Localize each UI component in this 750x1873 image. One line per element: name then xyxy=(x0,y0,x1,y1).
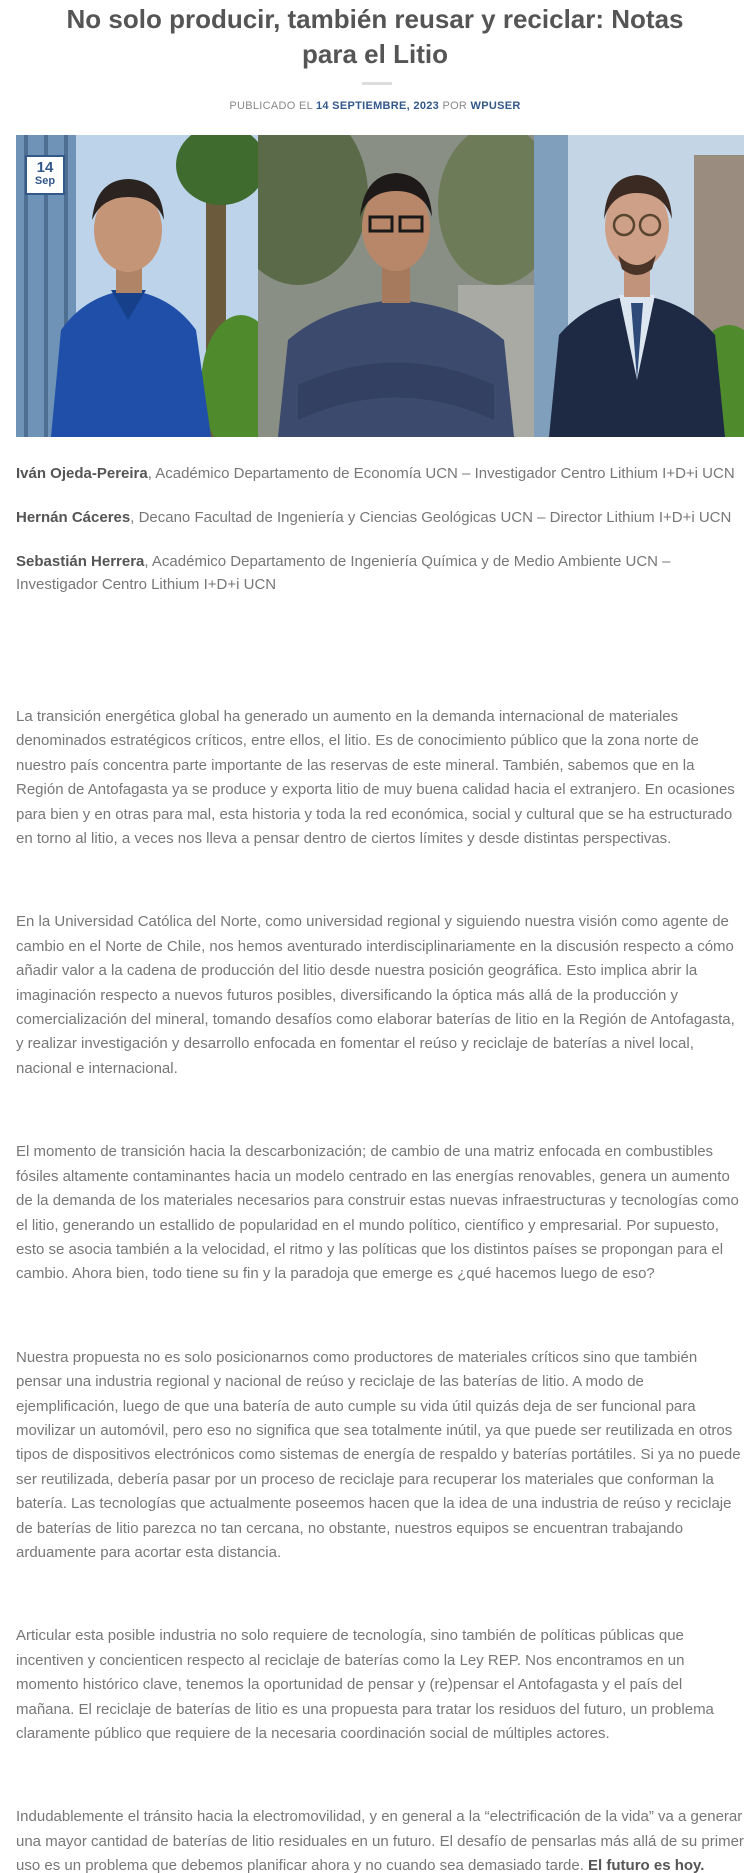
body-paragraph: Nuestra propuesta no es solo posicionarnos como productores de materiales críticos sino que también pensar una industria regional y nacional de reúso y reciclaje de las baterías de litio. A modo de ejemplificación, luego de que una batería de auto cumple su vida útil quizás deja de ser funcional para movilizar un automóvil, pero eso no significa que sea totalmente inútil, ya que puede ser reutilizada en otros tipos de dispositivos electrónicos como sistemas de energía de respaldo y baterías portátiles. Si ya no puede ser reutilizada, debería pasar por un proceso de reciclaje para recuperar los materiales que conforman la batería. Las tecnologías que actualmente poseemos hacen que la idea de una industria de reúso y reciclaje de baterías de litio parezca no tan cercana, no obstante, nuestros equipos se encuentran trabajando arduamente para acortar esta distancia. xyxy=(16,1348,741,1561)
meta-prefix: PUBLICADO EL xyxy=(229,100,313,112)
author-role: , Académico Departamento de Economía UCN – Investigador Centro Lithium I+D+i UCN xyxy=(147,465,735,482)
post-meta xyxy=(0,100,750,112)
date-badge xyxy=(25,155,65,195)
article-body xyxy=(16,705,744,1873)
author-name: Hernán Cáceres xyxy=(16,509,131,526)
meta-by: POR xyxy=(442,100,468,112)
date-badge-day: 14 xyxy=(36,159,54,176)
author-line xyxy=(16,506,736,529)
photo-portrait-2 xyxy=(258,135,534,437)
date-badge-month: Sep xyxy=(34,174,56,187)
meta-date-link[interactable]: 14 SEPTIEMBRE, 2023 xyxy=(315,100,440,112)
article-title: No solo producir, también reusar y reciclar: Notas para el Litio xyxy=(66,4,684,69)
featured-image xyxy=(16,135,744,437)
body-paragraph: Articular esta posible industria no solo requiere de tecnología, sino también de políticas públicas que incentiven y concienticen respecto al reciclaje de baterías como la Ley REP. Nos encontramos en un momento histórico clave, tenemos la oportunidad de pensar y (re)pensar el Antofagasta y el país del mañana. El reciclaje de baterías de litio es una propuesta para tratar los residuos del futuro, un problema claramente público que requiere de la necesaria coordinación social de múltiples actores. xyxy=(16,1627,714,1742)
body-paragraph: En la Universidad Católica del Norte, como universidad regional y siguiendo nuestra visión como agente de cambio en el Norte de Chile, nos hemos aventurado interdisciplinariamente en la discusión respecto a cómo añadir valor a la cadena de producción del litio desde nuestra posición geográfica. Esto implica abrir la imaginación respecto a nuevos futuros posibles, diversificando la óptica más allá de la producción y comercialización del mineral, tomando desafíos como elaborar baterías de litio en la Región de Antofagasta, y realizar investigación y desarrollo enfocada en fomentar el reúso y reciclaje de baterías a nivel local, nacional e internacional. xyxy=(16,913,735,1077)
title-divider xyxy=(362,82,392,85)
photo-portrait-3 xyxy=(534,135,744,437)
author-line xyxy=(16,550,736,596)
body-paragraph: La transición energética global ha generado un aumento en la demanda internacional de materiales denominados estratégicos críticos, entre ellos, el litio. Es de conocimiento público que la zona norte de nuestro país concentra parte importante de las reservas de este mineral. También, sabemos que en la Región de Antofagasta ya se produce y exporta litio de muy buena calidad hacia el extranjero. En ocasiones para bien y en otras para mal, esta historia y toda la red económica, social y cultural que se ha estructurado en torno al litio, a veces nos lleva a pensar dentro de ciertos límites y desde distintas perspectivas. xyxy=(16,708,735,848)
author-name: Iván Ojeda-Pereira xyxy=(16,465,148,482)
author-role: , Decano Facultad de Ingeniería y Ciencias Geológicas UCN – Director Lithium I+D+i UCN xyxy=(130,509,732,526)
authors-block xyxy=(16,462,736,617)
body-paragraph: El momento de transición hacia la descarbonización; de cambio de una matriz enfocada en combustibles fósiles altamente contaminantes hacia un modelo centrado en las energías renovables, genera un aumento de la demanda de los materiales necesarios para construir estas nuevas infraestructuras y tecnologías como el litio, generando un estallido de popularidad en el mundo político, científico y empresarial. Por supuesto, esto se asocia también a la velocidad, el ritmo y las políticas que los distintos países se propongan para el cambio. Ahora bien, todo tiene su fin y la paradoja que emerge es ¿qué hacemos luego de eso? xyxy=(16,1143,739,1283)
body-paragraph-last xyxy=(16,1805,744,1873)
author-name: Sebastián Herrera xyxy=(16,553,145,570)
author-role: , Académico Departamento de Ingeniería Química y de Medio Ambiente UCN – Investigador Centro Lithium I+D+i UCN xyxy=(16,553,671,593)
meta-author-link[interactable]: WPUSER xyxy=(470,100,521,112)
last-paragraph-bold: El futuro es hoy. xyxy=(588,1857,705,1873)
author-line xyxy=(16,462,736,485)
last-paragraph-text: Indudablemente el tránsito hacia la electromovilidad, y en general a la “electrificación de la vida” va a generar una mayor cantidad de baterías de litio residuales en un futuro. El desafío de pensarlas más allá de su primer uso es un problema que debemos planificar ahora y no cuando sea demasiado tarde. xyxy=(16,1808,744,1873)
